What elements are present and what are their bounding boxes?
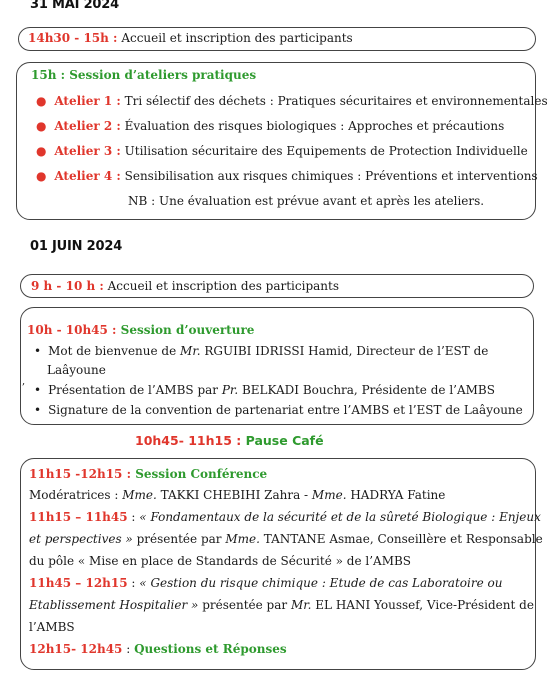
workshops-title: 15h : Session d’ateliers pratiques [31,68,257,82]
workshop-text: Utilisation sécuritaire des Equipements de Protection Individuelle [120,144,528,158]
talk-title: Etablissement Hospitalier » [29,598,199,612]
opening-text: BELKADI Bouchra, Présidente de l’AMBS [238,383,495,397]
bullet-icon: • [34,344,42,358]
workshops-note: NB : Une évaluation est prévue avant et après les ateliers. [128,194,485,208]
qa-line [29,641,287,657]
opening-time: 10h - 10h45 : [27,323,117,337]
date-heading-day2: 01 JUIN 2024 [30,239,123,254]
qa-label: Questions et Réponses [134,642,287,656]
honorific: Mme. [122,488,157,502]
opening-label: Session d’ouverture [116,323,255,337]
honorific: Mr. [290,598,312,612]
opening-text: Mot de bienvenue de [48,344,181,358]
talk-title: « Fondamentaux de la sécurité et de la sûreté Biologique : Enjeux [139,510,541,524]
workshop-text: Tri sélectif des déchets : Pratiques sécuritaires et environnementales [120,94,548,108]
welcome-line-day2 [31,278,339,294]
talk-title: et perspectives » [29,532,133,546]
workshop-text: Évaluation des risques biologiques : Approches et précautions [120,119,505,133]
workshop-item-2 [36,118,504,134]
conference-label: Session Conférence [131,467,268,481]
welcome-line-day1 [28,30,353,46]
opening-item-1 [34,343,488,359]
talk-text: TANTANE Asmae, Conseillère et Responsable [259,532,543,546]
workshop-label: Atelier 4 : [54,169,121,183]
pause-label: Pause Café [241,433,324,448]
conference-time: 11h15 -12h15 : [29,467,132,481]
talk1-line1 [29,509,541,525]
talk-time: 11h45 – 12h15 [29,576,128,590]
welcome-time: 14h30 - 15h : [28,31,118,45]
opening-item-2 [34,382,495,398]
opening-text: RGUIBI IDRISSI Hamid, Directeur de l’EST de [200,344,489,358]
workshop-item-1 [36,93,548,109]
workshop-item-4 [36,168,538,184]
conference-title [29,466,267,482]
date-heading-day1: 31 MAI 2024 [30,0,119,12]
talk-time: 11h15 – 11h45 [29,510,128,524]
bullet-icon: ● [36,169,47,183]
moderator-name: TAKKI CHEBIHI Zahra - [156,488,312,502]
opening-item-3 [34,402,523,418]
bullet-icon: ● [36,119,47,133]
talk2-line3: l’AMBS [29,620,75,634]
talk-title: « Gestion du risque chimique : Etude de cas Laboratoire ou [139,576,503,590]
bullet-icon: • [34,403,42,417]
honorific: Mme. [225,532,260,546]
talk2-line1 [29,575,502,591]
bullet-icon: ● [36,144,47,158]
workshop-label: Atelier 3 : [54,144,121,158]
welcome-text: Accueil et inscription des participants [117,31,353,45]
opening-text: Présentation de l’AMBS par [48,383,222,397]
stray-mark: , [22,376,26,387]
talk1-line2 [29,531,543,547]
talk2-line2 [29,597,534,613]
welcome-time: 9 h - 10 h : [31,279,104,293]
talk-text: présentée par [198,598,291,612]
talk-text: présentée par [132,532,226,546]
moderator-name: HADRYA Fatine [346,488,446,502]
opening-item-1-cont: Laâyoune [47,363,106,377]
moderators-label: Modératrices : [29,488,123,502]
workshop-item-3 [36,143,528,159]
separator: : [122,642,135,656]
honorific: Pr. [221,383,239,397]
separator: : [127,576,140,590]
honorific: Mme. [311,488,347,502]
workshop-text: Sensibilisation aux risques chimiques : Préventions et interventions [120,169,538,183]
talk-text: EL HANI Youssef, Vice-Président de [311,598,534,612]
workshop-label: Atelier 1 : [54,94,121,108]
qa-time: 12h15- 12h45 [29,642,123,656]
welcome-text: Accueil et inscription des participants [103,279,339,293]
separator: : [127,510,140,524]
pause-time: 10h45- 11h15 : [135,433,242,448]
moderators-line [29,487,445,503]
opening-text: Signature de la convention de partenariat entre l’AMBS et l’EST de Laâyoune [48,403,523,417]
bullet-icon: ● [36,94,47,108]
talk1-line3: du pôle « Mise en place de Standards de Sécurité » de l’AMBS [29,554,412,568]
workshop-label: Atelier 2 : [54,119,121,133]
coffee-break [135,433,324,448]
bullet-icon: • [34,383,42,397]
honorific: Mr. [180,344,201,358]
opening-title [27,322,254,338]
